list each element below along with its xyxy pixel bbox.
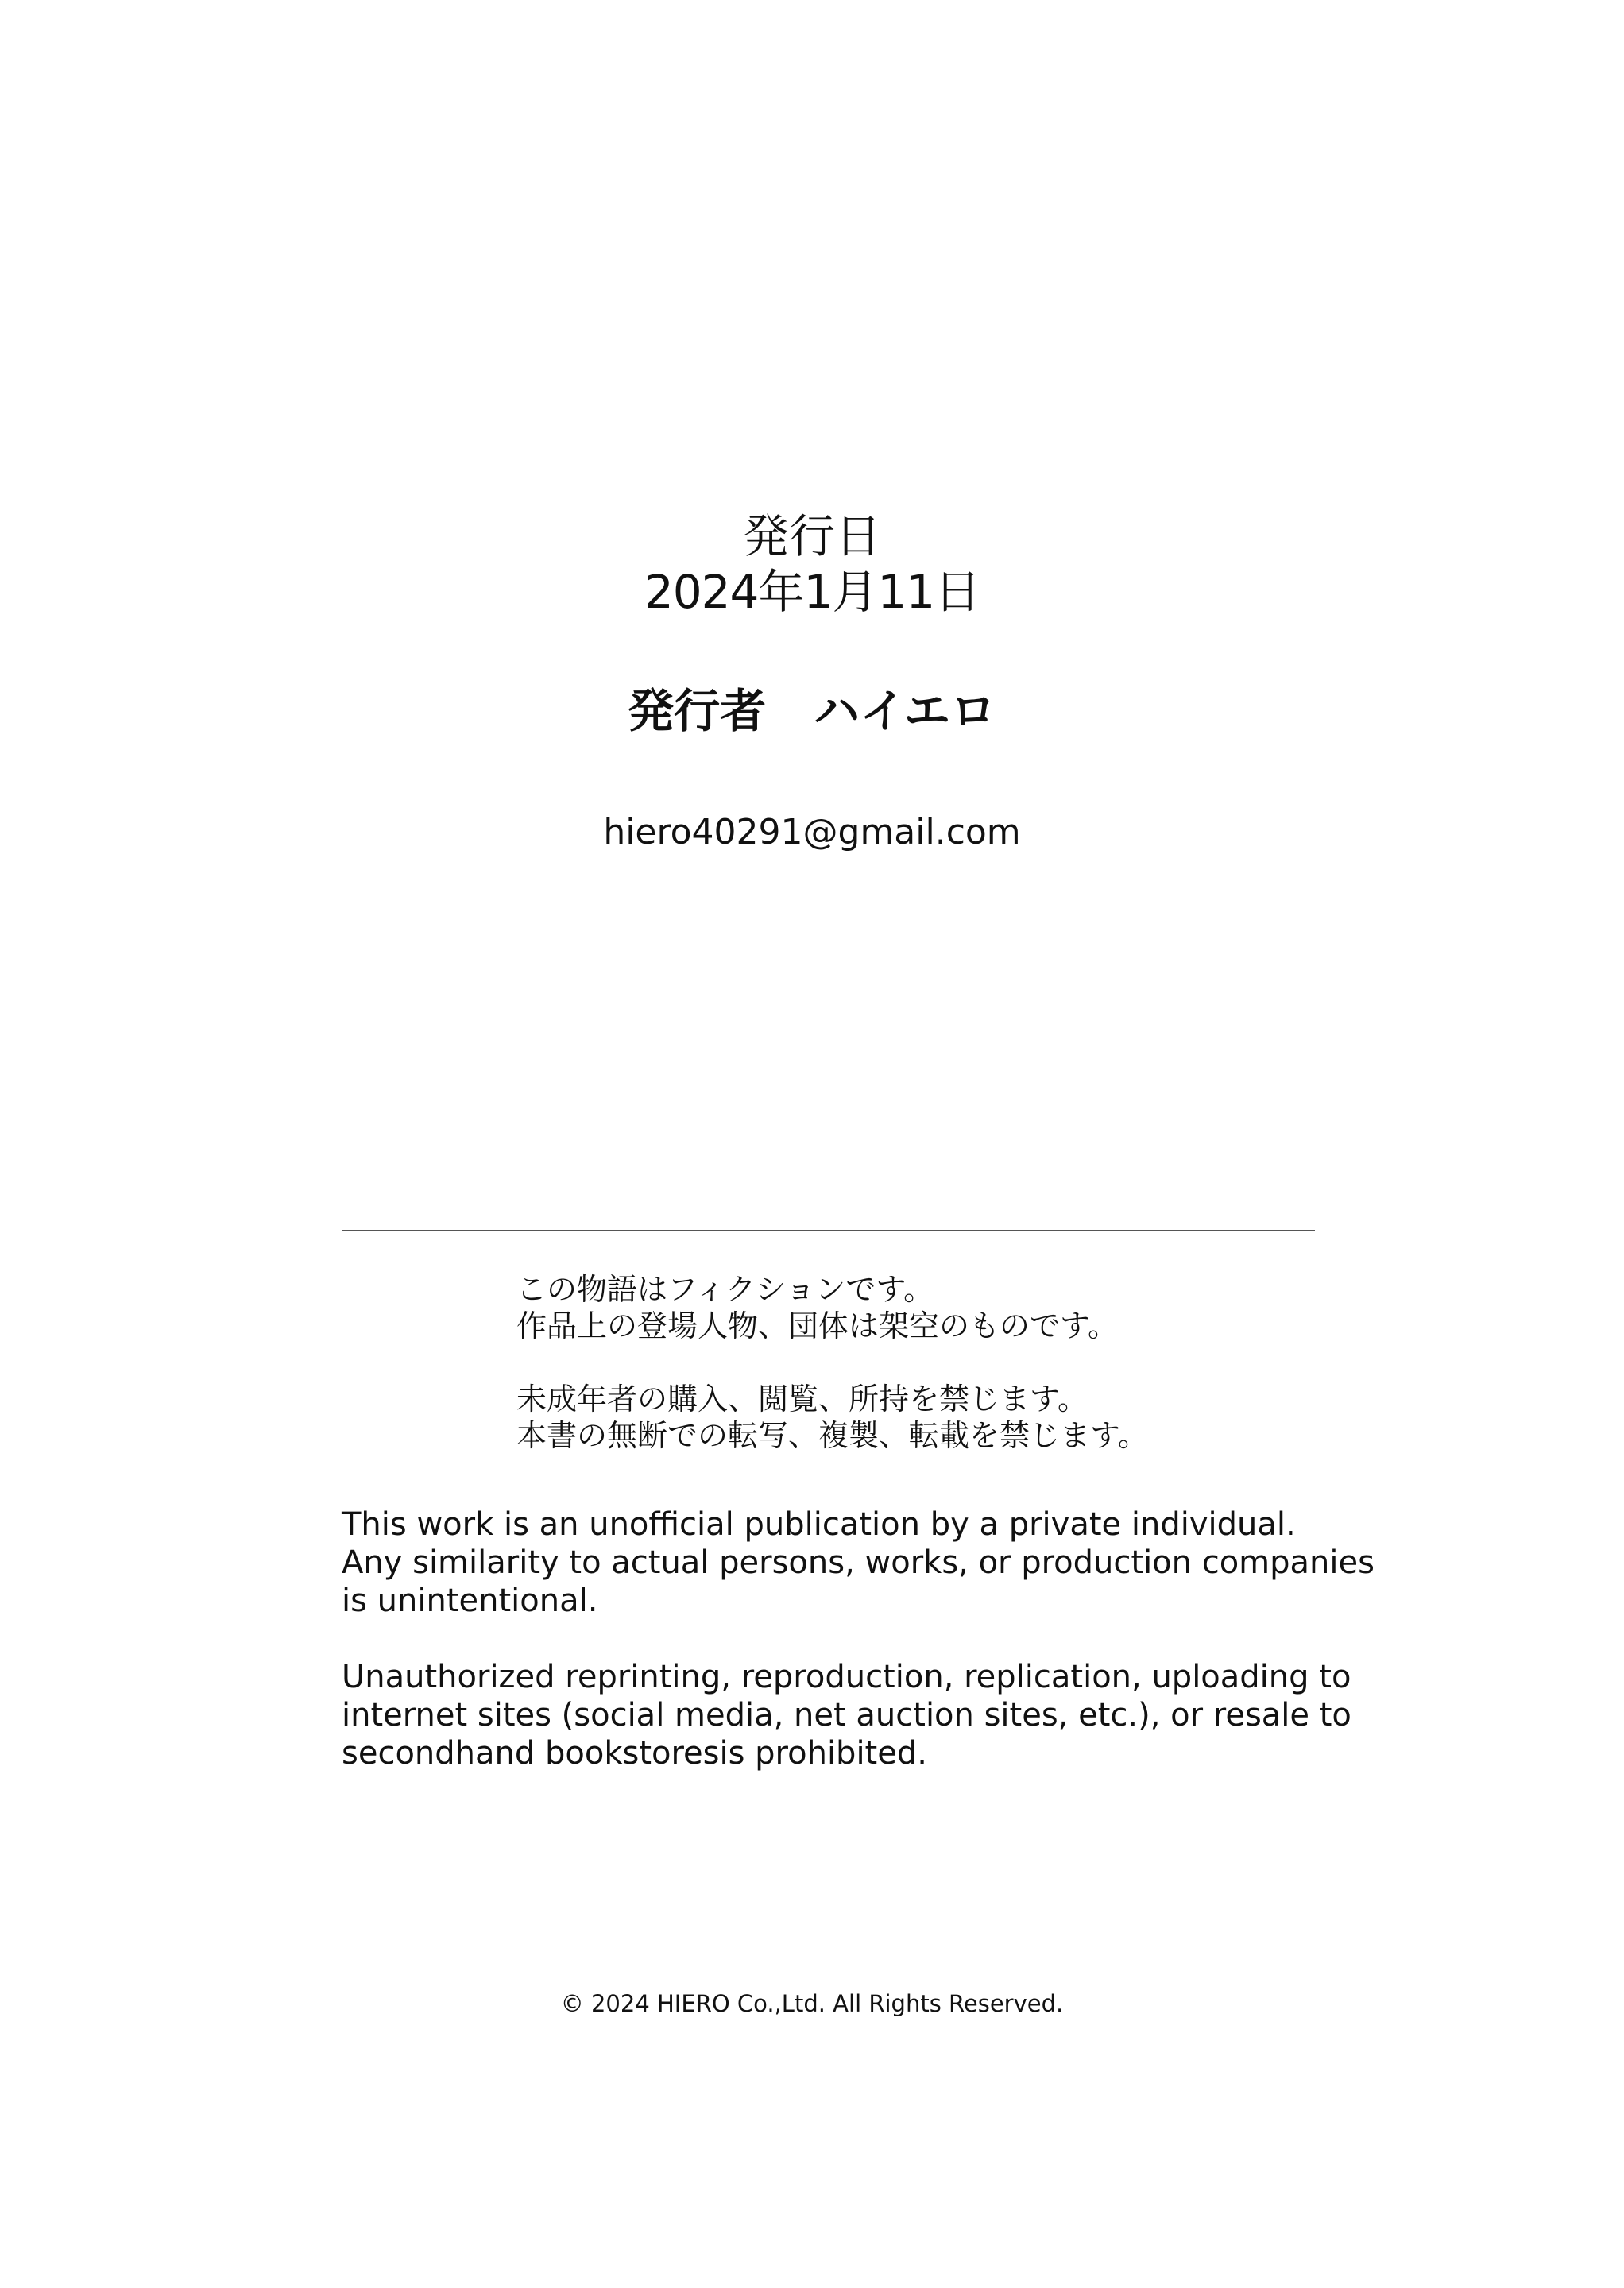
japanese-notices xyxy=(516,1271,1390,1490)
jp-notice-fiction xyxy=(516,1271,1390,1344)
jp-notice-line: 作品上の登場人物、団体は架空のものです。 xyxy=(516,1308,1118,1343)
copyright-notice: © 2024 HIERO Co.,Ltd. All Rights Reserved. xyxy=(560,1990,1064,2017)
en-notice-line: secondhand bookstoresis prohibited. xyxy=(342,1735,927,1772)
jp-notice-line: 未成年者の購入、閲覧、所持を禁じます。 xyxy=(516,1382,1088,1416)
publisher-line xyxy=(0,683,1624,739)
publication-date: 2024年1月11日 xyxy=(644,565,980,619)
en-notice-unofficial xyxy=(342,1505,1375,1620)
publisher-label: 発行者 xyxy=(628,684,767,738)
en-notice-line: This work is an unofficial publication by a private individual. xyxy=(342,1506,1296,1543)
contact-email: hiero40291@gmail.com xyxy=(603,812,1021,852)
en-notice-line: Unauthorized reprinting, reproduction, replication, uploading to xyxy=(342,1659,1351,1695)
section-divider xyxy=(342,1230,1315,1231)
en-notice-line: internet sites (social media, net auction sites, etc.), or resale to xyxy=(342,1697,1351,1733)
jp-notice-restrictions xyxy=(516,1381,1390,1454)
publication-date-label: 発行日 xyxy=(742,509,881,563)
jp-notice-line: 本書の無断での転写、複製、転載を禁じます。 xyxy=(516,1418,1148,1453)
en-notice-line: is unintentional. xyxy=(342,1583,598,1619)
publisher-name: ハイエロ xyxy=(814,684,996,738)
en-notice-line: Any similarity to actual persons, works, or production companies xyxy=(342,1544,1375,1581)
english-notices xyxy=(342,1505,1375,1811)
en-notice-unauthorized xyxy=(342,1658,1375,1772)
jp-notice-line: この物語はフィクションです。 xyxy=(516,1272,934,1307)
